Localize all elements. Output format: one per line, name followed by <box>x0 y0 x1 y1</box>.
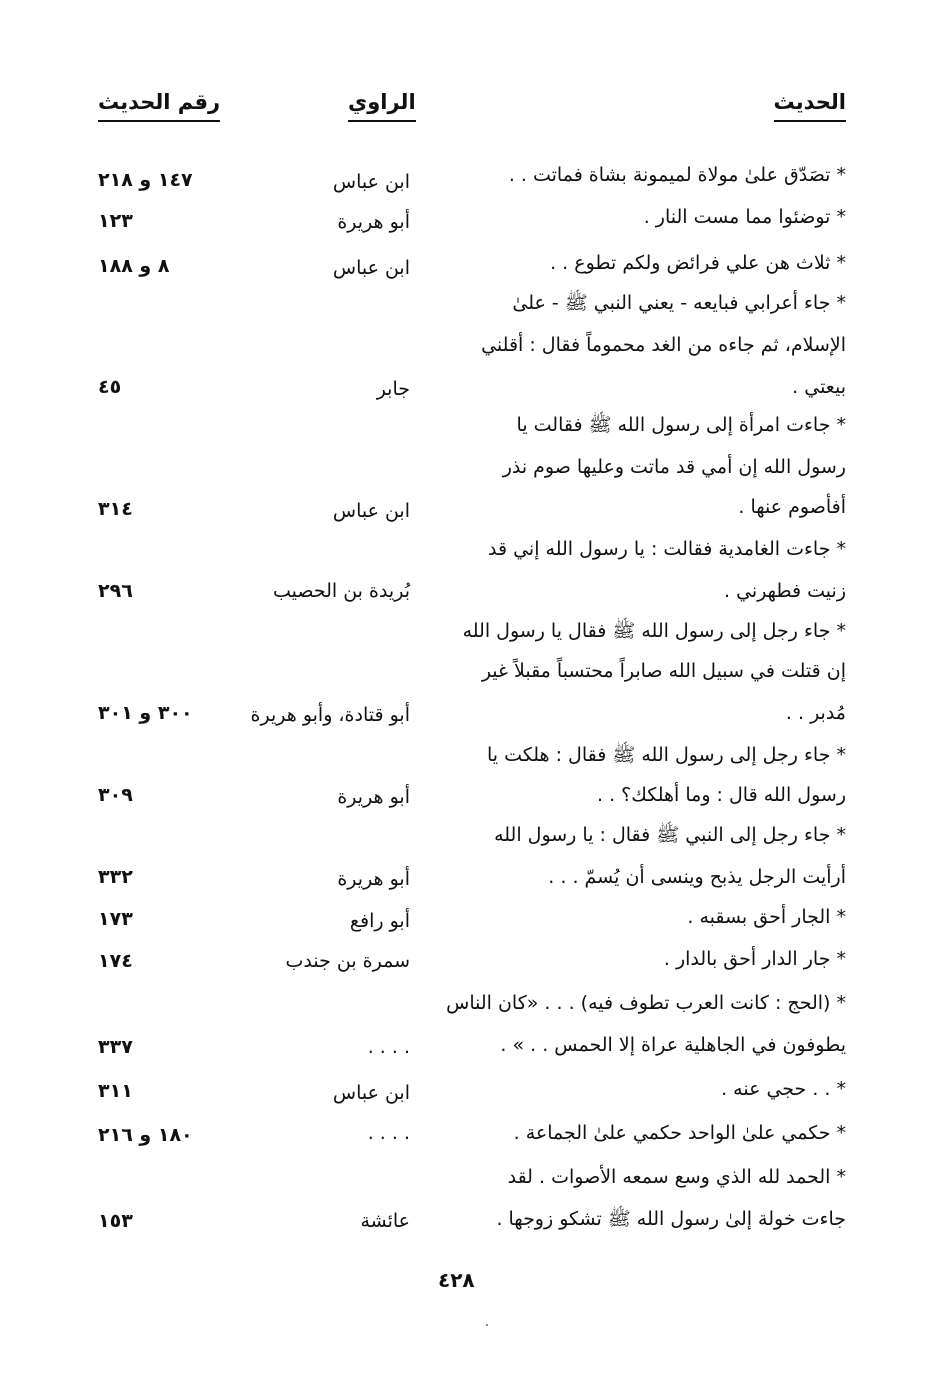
hadith-number: ٤٥ <box>98 376 122 398</box>
rawi-name: أبو رافع <box>349 910 410 932</box>
rawi-name: سمرة بن جندب <box>285 950 410 972</box>
rawi-name: أبو هريرة <box>337 786 410 808</box>
hadith-text: * حكمي علىٰ الواحد حكمي علىٰ الجماعة . <box>513 1122 846 1144</box>
hadith-text: إن قتلت في سبيل الله صابراً محتسباً مقبلاً غير <box>481 660 846 682</box>
rawi-name: أبو قتادة، وأبو هريرة <box>250 704 410 726</box>
rawi-name: بُريدة بن الحصيب <box>272 580 410 602</box>
hadith-text: * جاء أعرابي فبايعه - يعني النبي ﷺ - علىٰ <box>512 292 846 314</box>
header-hadith: الحديث <box>774 88 846 122</box>
hadith-text: زنيت فطهرني . <box>723 580 846 602</box>
hadith-number: ٣١٤ <box>98 498 133 520</box>
rawi-name: أبو هريرة <box>337 211 410 233</box>
hadith-number: ٢٩٦ <box>98 580 133 602</box>
hadith-number: ٣١١ <box>98 1080 133 1102</box>
hadith-text: * (الحج : كانت العرب تطوف فيه) . . . «كان الناس <box>446 992 846 1014</box>
hadith-number: ٨ و ١٨٨ <box>98 255 170 277</box>
hadith-number: ١٤٧ و ٢١٨ <box>98 169 193 191</box>
hadith-text: * . . حجي عنه . <box>721 1078 846 1100</box>
rawi-name: ابن عباس <box>332 171 410 193</box>
hadith-text: يطوفون في الجاهلية عراة إلا الحمس . . » . <box>500 1034 846 1056</box>
hadith-text: * جاء رجل إلى رسول الله ﷺ فقال : هلكت يا <box>486 744 846 766</box>
hadith-text: * جار الدار أحق بالدار . <box>663 948 846 970</box>
rawi-name: ابن عباس <box>332 1082 410 1104</box>
hadith-text: * جاء رجل إلى النبي ﷺ فقال : يا رسول الله <box>494 824 846 846</box>
hadith-text: الإسلام، ثم جاءه من الغد محموماً فقال : أقلني <box>481 334 846 356</box>
header-rawi: الراوي <box>348 88 416 122</box>
hadith-text: * جاء رجل إلى رسول الله ﷺ فقال يا رسول الله <box>462 620 846 642</box>
hadith-text: * جاءت امرأة إلى رسول الله ﷺ فقالت يا <box>516 414 846 436</box>
scan-speck <box>486 1324 488 1326</box>
rawi-name: ابن عباس <box>332 500 410 522</box>
rawi-name: عائشة <box>360 1210 410 1232</box>
hadith-number: ٣٣٧ <box>98 1036 133 1058</box>
hadith-number: ٣٠٠ و ٣٠١ <box>98 702 193 724</box>
hadith-text: جاءت خولة إلىٰ رسول الله ﷺ تشكو زوجها . <box>496 1208 846 1230</box>
hadith-text: أرأيت الرجل يذبح وينسى أن يُسمّ . . . <box>548 866 846 888</box>
hadith-number: ٣٣٢ <box>98 866 133 888</box>
rawi-name: أبو هريرة <box>337 868 410 890</box>
hadith-text: * ثلاث هن علي فرائض ولكم تطوع . . <box>550 252 846 274</box>
hadith-number: ١٢٣ <box>98 210 133 232</box>
hadith-text: أفأصوم عنها . <box>738 496 846 518</box>
hadith-text: * توضئوا مما مست النار . <box>643 206 846 228</box>
rawi-name: . . . . <box>367 1122 410 1144</box>
hadith-text: * الجار أحق بسقبه . <box>687 906 846 928</box>
page-number: ٤٢٨ <box>438 1268 475 1292</box>
rawi-name: جابر <box>376 378 410 400</box>
hadith-text: بيعتي . <box>792 376 846 398</box>
hadith-number: ١٧٤ <box>98 950 133 972</box>
hadith-text: رسول الله قال : وما أهلكك؟ . . <box>596 784 846 806</box>
hadith-number: ١٥٣ <box>98 1210 133 1232</box>
hadith-number: ٣٠٩ <box>98 784 133 806</box>
hadith-text: رسول الله إن أمي قد ماتت وعليها صوم نذر <box>502 456 846 478</box>
hadith-text: مُدبر . . <box>785 702 846 724</box>
hadith-text: * جاءت الغامدية فقالت : يا رسول الله إني قد <box>488 538 846 560</box>
hadith-text: * الحمد لله الذي وسع سمعه الأصوات . لقد <box>507 1166 846 1188</box>
rawi-name: . . . . <box>367 1036 410 1058</box>
hadith-number: ١٧٣ <box>98 908 133 930</box>
header-number: رقم الحديث <box>98 88 220 122</box>
hadith-text: * تصَدّق علىٰ مولاة لميمونة بشاة فماتت . . <box>508 164 846 186</box>
rawi-name: ابن عباس <box>332 257 410 279</box>
hadith-number: ١٨٠ و ٢١٦ <box>98 1124 193 1146</box>
